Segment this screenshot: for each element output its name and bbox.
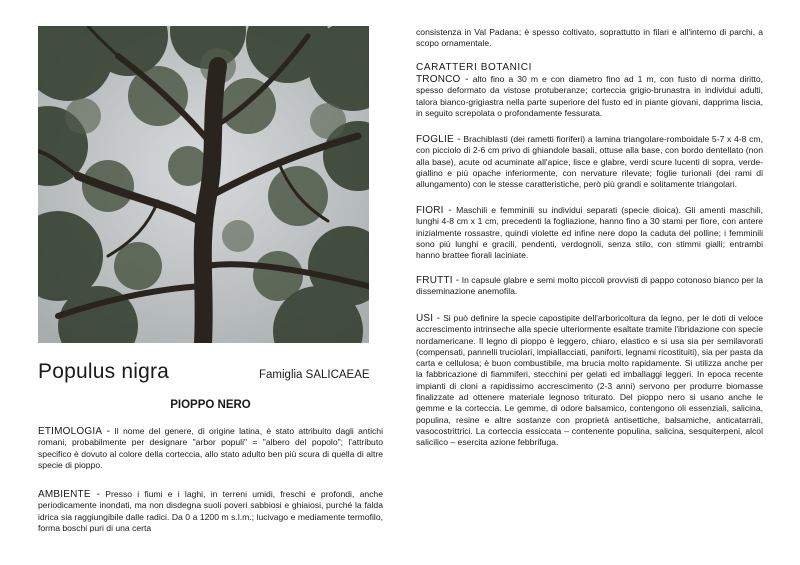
tronco-text: alto fino a 30 m e con diametro fino ad 1 m, con fusto di norma diritto, spesso deformato da vistose protuberanze; corteccia grigio-brunastra in individui adulti, talora bianco-grigiastra nella parte superiore del fusto ed in piante giovani, dapprima liscia, in seguito screpolata o profondamente fessurata. [416,74,764,118]
fiori-text: Maschili e femminili su individui separati (specie dioica). Gli amenti maschili, lunghi 4-8 cm x 1 cm, precedenti la fogliazione, hanno fino a 30 stami per fiore, con antere inizialmente rossastre, quindi violette ed infine nere dopo la caduta del polline; i femminili sono più lunghi e gracili, pendenti, verdognoli, senza stilo, con stimmi gialli; entrambi hanno brattee fiorali laciniate. [416,205,763,261]
etimologia-paragraph [38,426,383,471]
etimologia-text: Il nome del genere, di origine latina, è stato attribuito dagli antichi romani, probabilmente per designare "arbor populi" = "albero del popolo"; l'attributo specifico è dovuto al colore della corteccia, allo stato adulto ben più scura di quella di altre specie di pioppo. [38,426,383,470]
caratteri-botanici-title: CARATTERI BOTANICI [416,62,532,73]
ambiente-text: Presso i fiumi e i laghi, in terreni umidi, freschi e profondi, anche periodicamente inondati, ma non disdegna suoli poveri sabbiosi e ghiaiosi, purché la falda idrica sia raggiungibile dalle radici. Da 0 a 1200 m s.l.m.; lucivago e mediamente termofilo, forma boschi puri di una certa [38,489,383,533]
tree-photo [38,26,369,343]
tronco-label: TRONCO - [416,74,469,85]
fiori-label: FIORI - [416,205,452,216]
common-name: PIOPPO NERO [170,399,251,411]
ambiente-continuation: consistenza in Val Padana; è spesso coltivato, soprattutto in filari e all'interno di parchi, a scopo ornamentale. [416,27,763,49]
foglie-paragraph [416,134,763,190]
frutti-paragraph [416,275,763,298]
usi-label: USI - [416,313,441,324]
species-name: Populus nigra [38,360,170,383]
foglie-label: FOGLIE - [416,134,461,145]
fiori-paragraph [416,205,763,261]
foglie-text: Brachiblasti (dei rametti fioriferi) a lamina triangolare-romboidale 5-7 x 4-8 cm, con picciolo di 2-6 cm privo di ghiandole basali, ottuse alla base, con bordo dentellato (non alla base), acute od acuminate all'apice, lisce e glabre, verdi scure lucenti di sopra, verde-giallino e più opache inferiormente, con nervature rilevate; foglie turionali (dei rami di allungamento) con le stesse caratteristiche, però più grandi e solitamente triangolari. [416,134,763,190]
etimologia-label: ETIMOLOGIA - [38,426,111,437]
family-name: Famiglia SALICAEAE [259,369,370,381]
tronco-paragraph [416,74,763,119]
frutti-label: FRUTTI - [416,275,460,286]
usi-paragraph [416,313,763,449]
usi-text: Si può definire la specie capostipite dell'arboricoltura da legno, per le doti di veloce accrescimento intrinseche alla specie ulteriormente esaltate tramite l'ibridazione con specie nordamericane. Il legno di pioppo è leggero, chiaro, elastico e si usa sia per semilavorati (compensati, pannelli truciolari, impiallacciati, paniforti, legnami ricostituiti), sia per pasta da carta e cellulosa; è buon combustibile, ma brucia molto rapidamente. Si utilizza anche per la fabbricazione di fiammiferi, stecchini per gelati ed imballaggi leggeri. In epoca recente impianti di cloni a rapidissimo accrescimento (2-3 anni) servono per produrre biomasse finalizzate ad ottenere materiale legnoso triturato. Del pioppo nero si usano anche le gemme e la corteccia. Le gemme, di odore balsamico, contengono oli essenziali, salicina, populina, resine e altre sostanze con proprietà antisettiche, balsamiche, anticatarrali, vasocostrittrici. La corteccia essiccata – contenente populina, salicina, sesquiterpeni, alcol salicilico – esercita azione febbrifuga. [416,313,763,448]
tree-canopy-image [38,26,369,343]
ambiente-label: AMBIENTE - [38,489,101,500]
frutti-text: In capsule glabre e semi molto piccoli provvisti di pappo cotonoso bianco per la disseminazione anemofila. [416,275,763,297]
ambiente-paragraph [38,489,383,534]
